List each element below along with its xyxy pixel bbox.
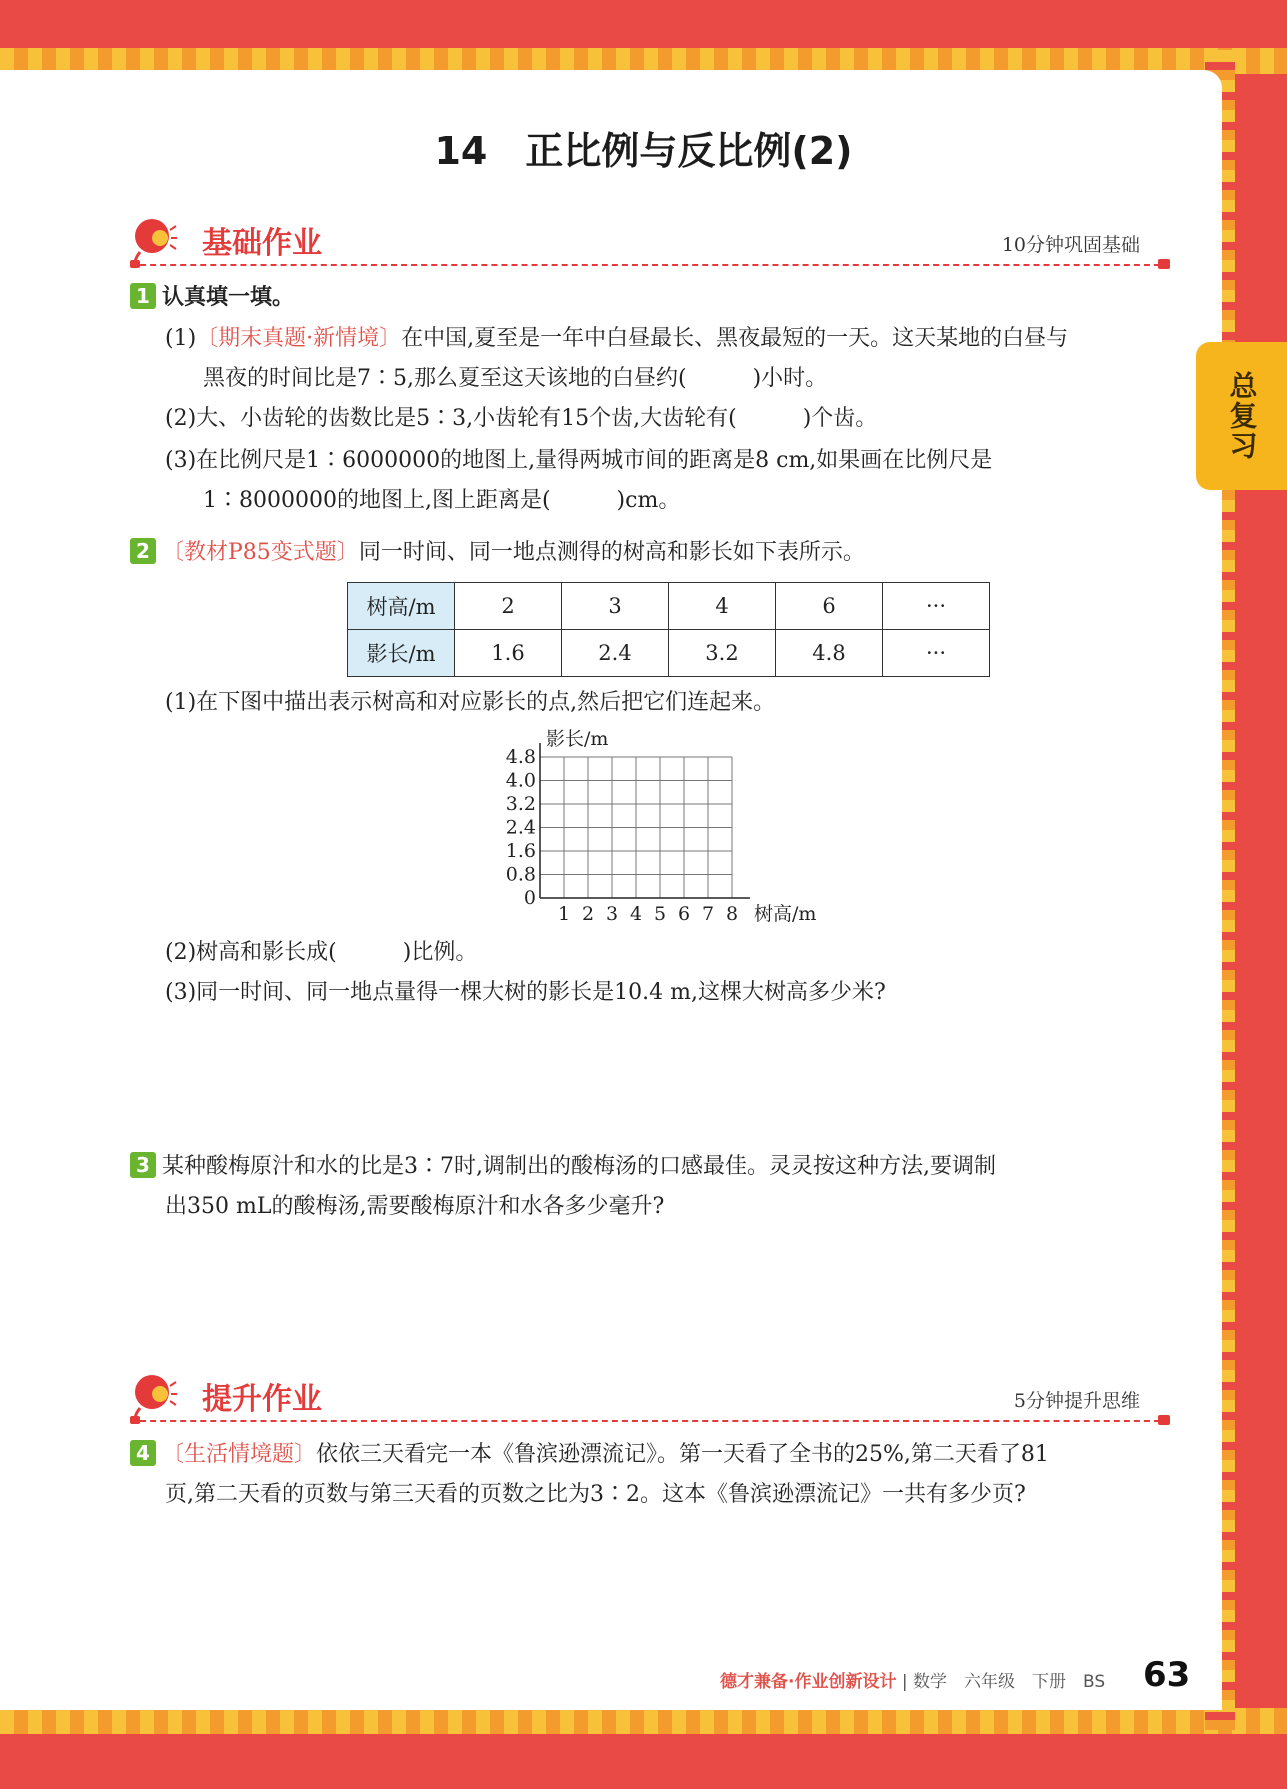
section-basic-note: 10分钟巩固基础 xyxy=(1001,234,1140,256)
apple-mascot-icon xyxy=(130,212,178,264)
q3-line1-row xyxy=(130,1152,996,1182)
footer-brand: 德才兼备·作业创新设计 xyxy=(720,1672,897,1692)
section-advanced-label: 提升作业 xyxy=(202,1382,322,1417)
y-tick-label: 1.6 xyxy=(505,840,536,862)
table-cell: ··· xyxy=(883,630,990,677)
table-cell: 2 xyxy=(455,583,562,630)
footer-details: | 数学 六年级 下册 BS xyxy=(901,1672,1106,1692)
q1-part1-tag: 〔期末真题·新情境〕 xyxy=(196,326,402,351)
x-tick-label: 3 xyxy=(605,903,619,925)
q3-line2: 出350 mL的酸梅汤,需要酸梅原汁和水各多少毫升? xyxy=(165,1194,665,1219)
tree-shadow-grid-chart[interactable] xyxy=(490,726,850,926)
section-basic-label: 基础作业 xyxy=(202,226,322,261)
y-tick-label: 4.8 xyxy=(505,746,536,768)
y-axis-label: 影长/m xyxy=(546,728,609,750)
y-tick-label: 2.4 xyxy=(505,816,536,839)
table-cell: 树高/m xyxy=(348,583,455,630)
x-tick-label: 4 xyxy=(629,903,643,925)
x-tick-label: 8 xyxy=(725,903,739,925)
q2-part1: (1)在下图中描出表示树高和对应影长的点,然后把它们连起来。 xyxy=(165,690,776,715)
table-cell: 2.4 xyxy=(562,630,669,677)
section-divider xyxy=(130,264,1170,266)
q2-tag: 〔教材P85变式题〕 xyxy=(162,540,359,565)
q3-number-badge: 3 xyxy=(130,1152,156,1178)
q3-line1: 某种酸梅原汁和水的比是3∶7时,调制出的酸梅汤的口感最佳。灵灵按这种方法,要调制 xyxy=(162,1154,996,1179)
x-tick-label: 2 xyxy=(581,903,595,925)
x-tick-label: 5 xyxy=(653,903,667,925)
table-row-shadow xyxy=(348,630,990,677)
y-tick-label: 3.2 xyxy=(505,793,536,815)
x-tick-label: 7 xyxy=(701,903,715,925)
q1-heading-row xyxy=(130,283,294,313)
q4-tag: 〔生活情境题〕 xyxy=(162,1442,317,1467)
divider-cap-left xyxy=(130,1416,140,1424)
table-cell: ··· xyxy=(883,583,990,630)
apple-mascot-icon xyxy=(130,1368,178,1420)
section-advanced-note: 5分钟提升思维 xyxy=(1013,1390,1140,1412)
table-row-height xyxy=(348,583,990,630)
q1-part1-text1: 在中国,夏至是一年中白昼最长、黑夜最短的一天。这天某地的白昼与 xyxy=(401,326,1069,351)
q1-part3-line1: (3)在比例尺是1∶6000000的地图上,量得两城市间的距离是8 cm,如果画在比例尺是 xyxy=(165,448,993,473)
side-tab-review[interactable] xyxy=(1196,342,1287,490)
q2-text: 同一时间、同一地点测得的树高和影长如下表所示。 xyxy=(358,540,865,565)
bottom-border-band xyxy=(0,1708,1287,1734)
q2-heading-row xyxy=(130,538,865,568)
y-tick-label: 0.8 xyxy=(505,863,536,886)
tree-shadow-table xyxy=(347,582,990,677)
q2-part3: (3)同一时间、同一地点量得一棵大树的影长是10.4 m,这棵大树高多少米? xyxy=(165,980,886,1005)
q1-part2: (2)大、小齿轮的齿数比是5∶3,小齿轮有15个齿,大齿轮有( )个齿。 xyxy=(165,406,878,431)
page-number: 63 xyxy=(1143,1655,1191,1695)
footer-info xyxy=(720,1667,1105,1692)
table-cell: 4 xyxy=(669,583,776,630)
q2-number-badge: 2 xyxy=(130,538,156,564)
q4-number-badge: 4 xyxy=(130,1440,156,1466)
table-cell: 3 xyxy=(562,583,669,630)
q1-part1-line1 xyxy=(165,324,1068,354)
table-cell: 影长/m xyxy=(348,630,455,677)
q2-part2: (2)树高和影长成( )比例。 xyxy=(165,940,478,965)
table-cell: 4.8 xyxy=(776,630,883,677)
x-tick-label: 1 xyxy=(557,903,571,925)
section-basic-header xyxy=(130,212,1170,268)
section-divider xyxy=(130,1420,1170,1422)
y-tick-label: 0 xyxy=(523,887,536,909)
q1-part3-line2: 1∶8000000的地图上,图上距离是( )cm。 xyxy=(203,488,681,513)
y-tick-label: 4.0 xyxy=(505,769,536,792)
section-advanced-header xyxy=(130,1368,1170,1424)
q1-part1-prefix: (1) xyxy=(165,326,197,351)
page-title: 14 正比例与反比例(2) xyxy=(434,129,853,173)
x-tick-label: 6 xyxy=(677,903,691,925)
table-cell: 1.6 xyxy=(455,630,562,677)
table-cell: 3.2 xyxy=(669,630,776,677)
x-axis-label: 树高/m xyxy=(754,903,817,925)
q4-line2: 页,第二天看的页数与第三天看的页数之比为3∶2。这本《鲁滨逊漂流记》一共有多少页? xyxy=(165,1482,1026,1507)
q4-line1-row xyxy=(130,1440,1049,1470)
q1-number-badge: 1 xyxy=(130,283,156,309)
q1-heading: 认真填一填。 xyxy=(162,285,295,310)
divider-cap-left xyxy=(130,260,140,268)
q4-line1: 依依三天看完一本《鲁滨逊漂流记》。第一天看了全书的25%,第二天看了81 xyxy=(316,1442,1049,1467)
side-tab-label: 总复习 xyxy=(1225,371,1259,461)
q1-part1-line2: 黑夜的时间比是7∶5,那么夏至这天该地的白昼约( )小时。 xyxy=(203,366,828,391)
table-cell: 6 xyxy=(776,583,883,630)
divider-cap-right xyxy=(1158,259,1170,269)
divider-cap-right xyxy=(1158,1415,1170,1425)
